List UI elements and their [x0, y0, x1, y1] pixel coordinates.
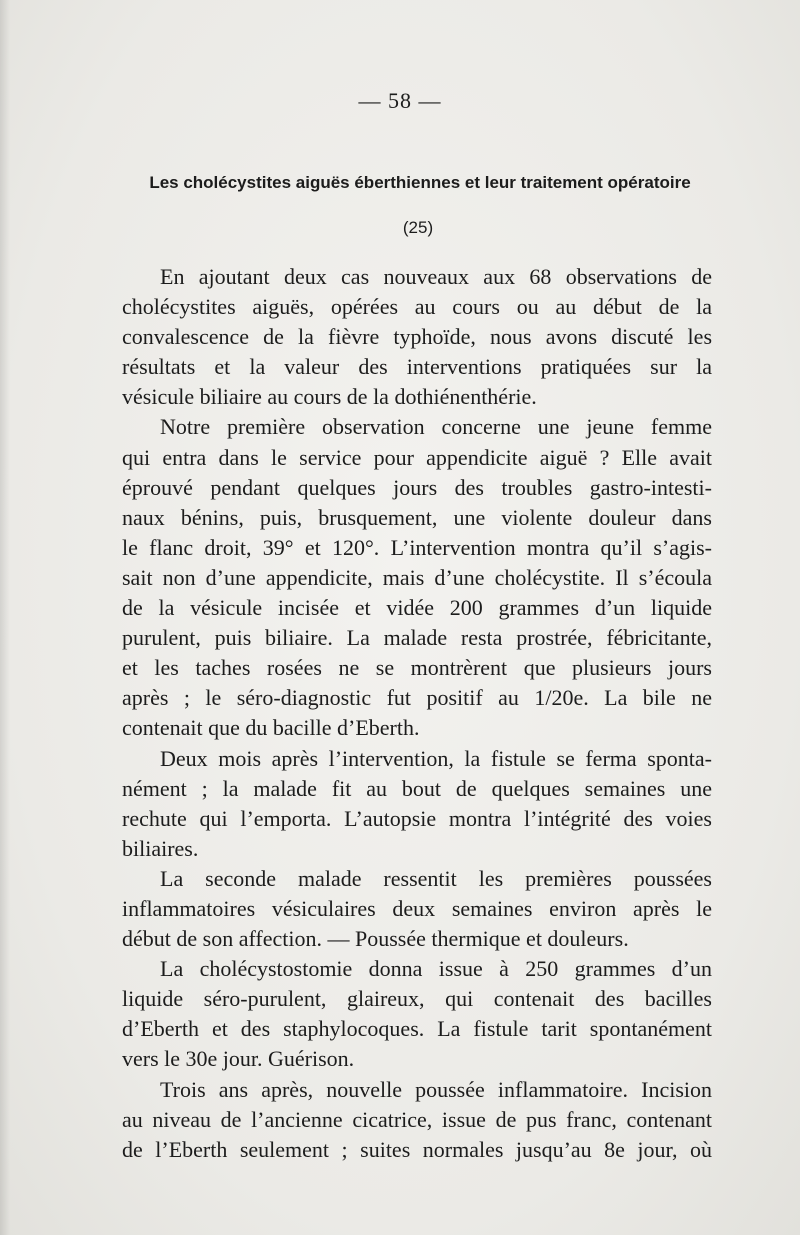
body-text [122, 262, 712, 1165]
text-line: inflammatoires vésiculaires deux semaines environ après le [122, 895, 712, 921]
text-line: d’Eberth et des staphylocoques. La fistule tarit spontanément [122, 1016, 712, 1042]
text-line: La cholécystostomie donna issue à 250 grammes d’un [160, 956, 712, 982]
text-line: Deux mois après l’intervention, la fistule se ferma sponta- [160, 745, 712, 771]
text-line: rechute qui l’emporta. L’autopsie montra l’intégrité des voies [122, 805, 712, 831]
text-line: de la vésicule incisée et vidée 200 grammes d’un liquide [122, 595, 712, 621]
page-edge-shadow [0, 0, 10, 1235]
text-line: liquide séro-purulent, glaireux, qui contenait des bacilles [122, 986, 712, 1012]
text-line: Trois ans après, nouvelle poussée inflammatoire. Incision [160, 1076, 712, 1102]
text-line: après ; le séro-diagnostic fut positif au 1/20e. La bile ne [122, 685, 712, 711]
text-line: naux bénins, puis, brusquement, une violente douleur dans [122, 504, 712, 530]
text-line: le flanc droit, 39° et 120°. L’intervention montra qu’il s’agis- [122, 534, 712, 560]
text-line: qui entra dans le service pour appendicite aiguë ? Elle avait [122, 444, 712, 470]
text-line: début de son affection. — Poussée thermique et douleurs. [122, 926, 629, 952]
text-line: La seconde malade ressentit les premières poussées [160, 865, 712, 891]
article-title: Les cholécystites aiguës éberthiennes et leur traitement opératoire [149, 173, 691, 192]
text-line: cholécystites aiguës, opérées au cours ou au début de la [122, 294, 712, 320]
text-line: purulent, puis biliaire. La malade resta prostrée, fébricitante, [122, 625, 712, 651]
text-line: En ajoutant deux cas nouveaux aux 68 observations de [160, 264, 712, 289]
text-line: de l’Eberth seulement ; suites normales jusqu’au 8e jour, où [122, 1136, 712, 1162]
text-line: nément ; la malade fit au bout de quelques semaines une [122, 775, 712, 801]
text-line: et les taches rosées ne se montrèrent que plusieurs jours [122, 655, 712, 681]
text-line: contenait que du bacille d’Eberth. [122, 715, 420, 741]
text-line: résultats et la valeur des interventions pratiquées sur la [122, 354, 712, 380]
text-line: Notre première observation concerne une jeune femme [160, 414, 712, 440]
reference-number: (25) [402, 218, 434, 237]
text-line: vésicule biliaire au cours de la dothiénenthérie. [122, 384, 537, 410]
text-line: biliaires. [122, 835, 199, 861]
text-line: au niveau de l’ancienne cicatrice, issue de pus franc, contenant [122, 1106, 712, 1132]
text-line: vers le 30e jour. Guérison. [122, 1046, 355, 1072]
text-line: éprouvé pendant quelques jours des troubles gastro-intesti- [122, 474, 712, 500]
text-line: sait non d’une appendicite, mais d’une cholécystite. Il s’écoula [122, 564, 712, 590]
page-number: — 58 — [358, 88, 442, 113]
text-line: convalescence de la fièvre typhoïde, nous avons discuté les [122, 324, 712, 350]
